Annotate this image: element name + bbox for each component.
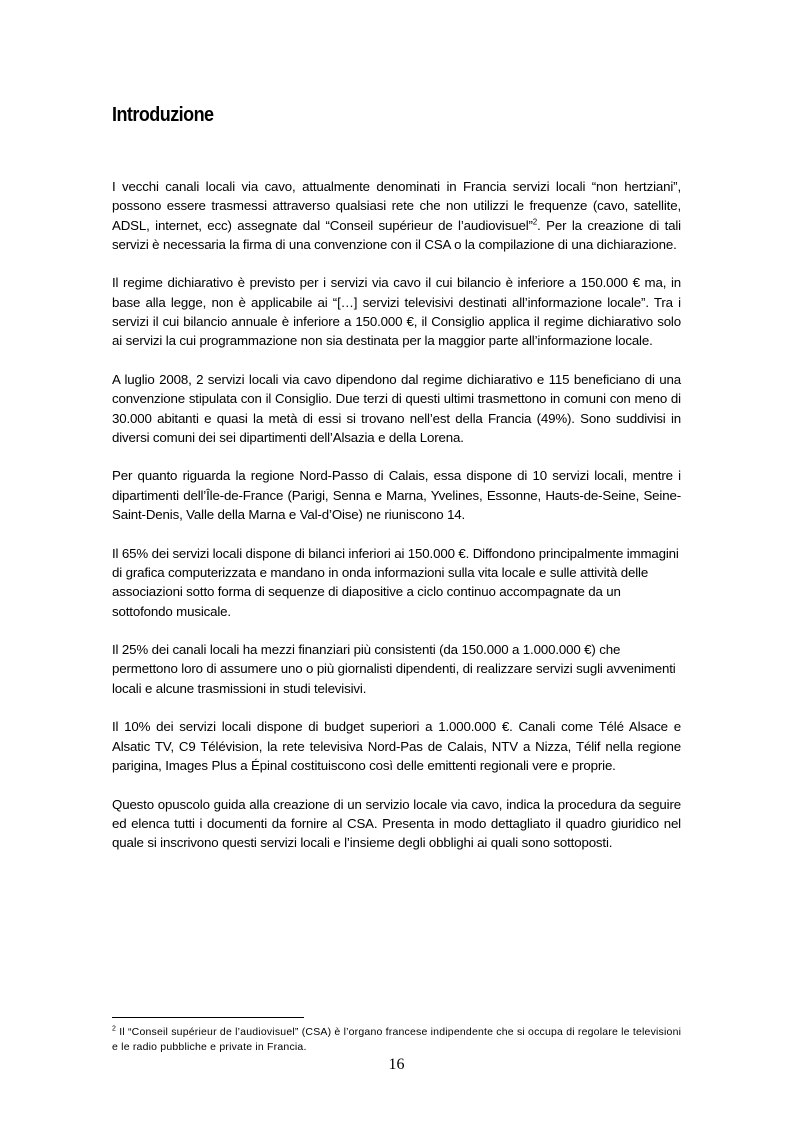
page-number: 16 [388,1056,405,1073]
footnote-reference: 2 [532,217,538,227]
paragraph-1-text: I vecchi canali locali via cavo, attualmente denominati in Francia servizi locali “non hertziani”, possono essere trasmessi attraverso qualsiasi rete che non utilizzi le frequenze (cavo, satellite, ADSL, internet, ecc) assegnate dal “Conseil supérieur de l’audiovisuel” [112,179,681,233]
paragraph-1 [112,177,681,254]
footnote-text: Il “Conseil supérieur de l’audiovisuel” (CSA) è l’organo francese indipendente che si occupa di regolare le televisioni e le radio pubbliche e private in Francia. [112,1026,682,1053]
footnote [112,1025,682,1055]
footnote-marker: 2 [112,1025,117,1033]
paragraph-4: Per quanto riguarda la regione Nord-Passo di Calais, essa dispone di 10 servizi locali, mentre i dipartimenti dell’Île-de-France (Parigi, Senna e Marna, Yvelines, Essonne, Hauts-de-Seine, Seine-Saint-Denis, Valle della Marna e Val-d’Oise) ne riuniscono 14. [112,468,681,523]
paragraph-2: Il regime dichiarativo è previsto per i servizi via cavo il cui bilancio è inferiore a 150.000 € ma, in base alla legge, non è applicabile ai “[…] servizi televisivi destinati all’informazione locale”. Tra i servizi il cui bilancio annuale è inferiore a 150.000 €, il Consiglio applica il regime dichiarativo solo ai servizi la cui programmazione non sia destinata per la maggior parte all’informazione locale. [112,275,681,349]
footnote-divider [112,1017,304,1018]
body-text [112,177,681,872]
paragraph-5: Il 65% dei servizi locali dispone di bilanci inferiori ai 150.000 €. Diffondono principalmente immagini di grafica computerizzata e mandano in onda informazioni sulla vita locale e sulle attività delle associazioni sotto forma di sequenze di diapositive a ciclo continuo accompagnate da un sottofondo musicale. [112,545,679,619]
paragraph-1-text-cont: . Per la creazione di tali servizi è necessaria la firma di una convenzione con il CSA o la compilazione di una dichiarazione. [112,217,681,252]
page-title: Introduzione [112,104,214,126]
paragraph-3: A luglio 2008, 2 servizi locali via cavo dipendono dal regime dichiarativo e 115 beneficiano di una convenzione stipulata con il Consiglio. Due terzi di questi ultimi trasmettono in comuni con meno di 30.000 abitanti e quasi la metà di essi si trovano nell’est della Francia (49%). Sono suddivisi in diversi comuni dei sei dipartimenti dell’Alsazia e della Lorena. [112,371,681,445]
paragraph-7: Il 10% dei servizi locali dispone di budget superiori a 1.000.000 €. Canali come Télé Alsace e Alsatic TV, C9 Télévision, la rete televisiva Nord-Pas de Calais, NTV a Nizza, Télif nella regione parigina, Images Plus a Épinal costituiscono così delle emittenti regionali vere e proprie. [112,719,681,773]
paragraph-8: Questo opuscolo guida alla creazione di un servizio locale via cavo, indica la procedura da seguire ed elenca tutti i documenti da fornire al CSA. Presenta in modo dettagliato il quadro giuridico nel quale si inscrivono questi servizi locali e l’insieme degli obblighi ai quali sono sottoposti. [112,796,681,851]
paragraph-6: Il 25% dei canali locali ha mezzi finanziari più consistenti (da 150.000 a 1.000.000 €) che permettono loro di assumere uno o più giornalisti dipendenti, di realizzare servizi sugli avvenimenti locali e alcune trasmissioni in studi televisivi. [112,642,676,696]
